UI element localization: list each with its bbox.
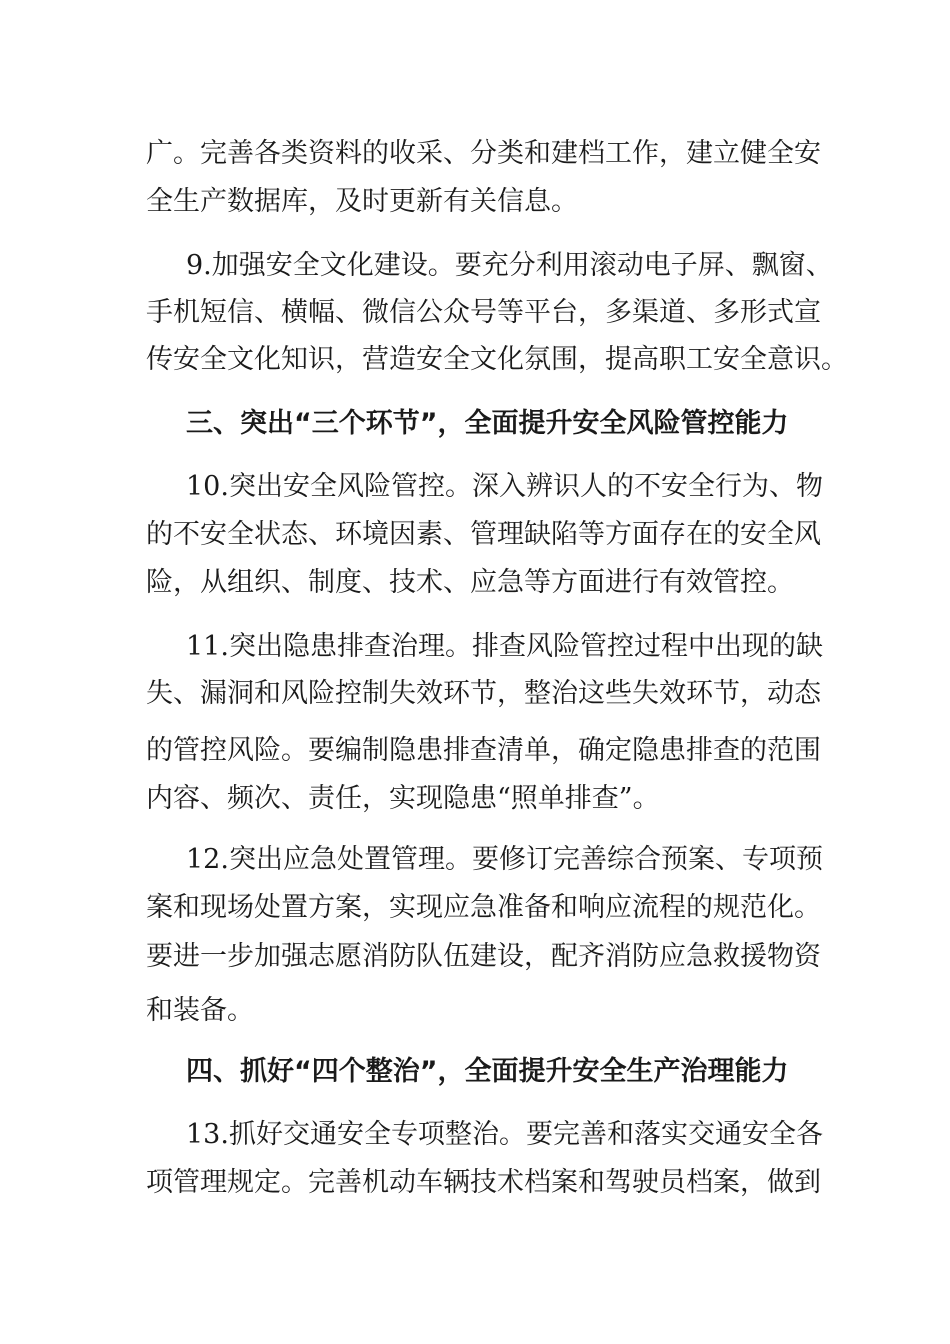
- body-line: 项管理规定。完善机动车辆技术档案和驾驶员档案，做到: [146, 1167, 821, 1198]
- section-heading-4: 四、抓好“四个整治”，全面提升安全生产治理能力: [186, 1056, 789, 1087]
- body-line: 失、漏洞和风险控制失效环节，整治这些失效环节，动态: [146, 678, 821, 709]
- body-line: 和装备。: [146, 995, 254, 1026]
- section-heading-3: 三、突出“三个环节”，全面提升安全风险管控能力: [186, 408, 789, 439]
- body-line: 内容、频次、责任，实现隐患“照单排查”。: [146, 783, 660, 814]
- body-line: 案和现场处置方案，实现应急准备和响应流程的规范化。: [146, 892, 821, 923]
- paragraph-11-first-line: 11.突出隐患排查治理。排查风险管控过程中出现的缺: [186, 631, 823, 662]
- paragraph-13-first-line: 13.抓好交通安全专项整治。要完善和落实交通安全各: [186, 1119, 823, 1150]
- body-line: 的不安全状态、环境因素、管理缺陷等方面存在的安全风: [146, 519, 821, 550]
- body-line: 的管控风险。要编制隐患排查清单，确定隐患排查的范围: [146, 735, 821, 766]
- body-line: 手机短信、横幅、微信公众号等平台，多渠道、多形式宣: [146, 297, 821, 328]
- body-line: 传安全文化知识，营造安全文化氛围，提高职工安全意识。: [146, 344, 848, 375]
- body-line: 要进一步加强志愿消防队伍建设，配齐消防应急救援物资: [146, 941, 821, 972]
- paragraph-12-first-line: 12.突出应急处置管理。要修订完善综合预案、专项预: [186, 844, 823, 875]
- paragraph-9-first-line: 9.加强安全文化建设。要充分利用滚动电子屏、飘窗、: [186, 250, 833, 281]
- paragraph-10-first-line: 10.突出安全风险管控。深入辨识人的不安全行为、物: [186, 471, 823, 502]
- body-line: 险，从组织、制度、技术、应急等方面进行有效管控。: [146, 567, 794, 598]
- body-line: 全生产数据库，及时更新有关信息。: [146, 186, 578, 217]
- body-line: 广。完善各类资料的收采、分类和建档工作，建立健全安: [146, 138, 821, 169]
